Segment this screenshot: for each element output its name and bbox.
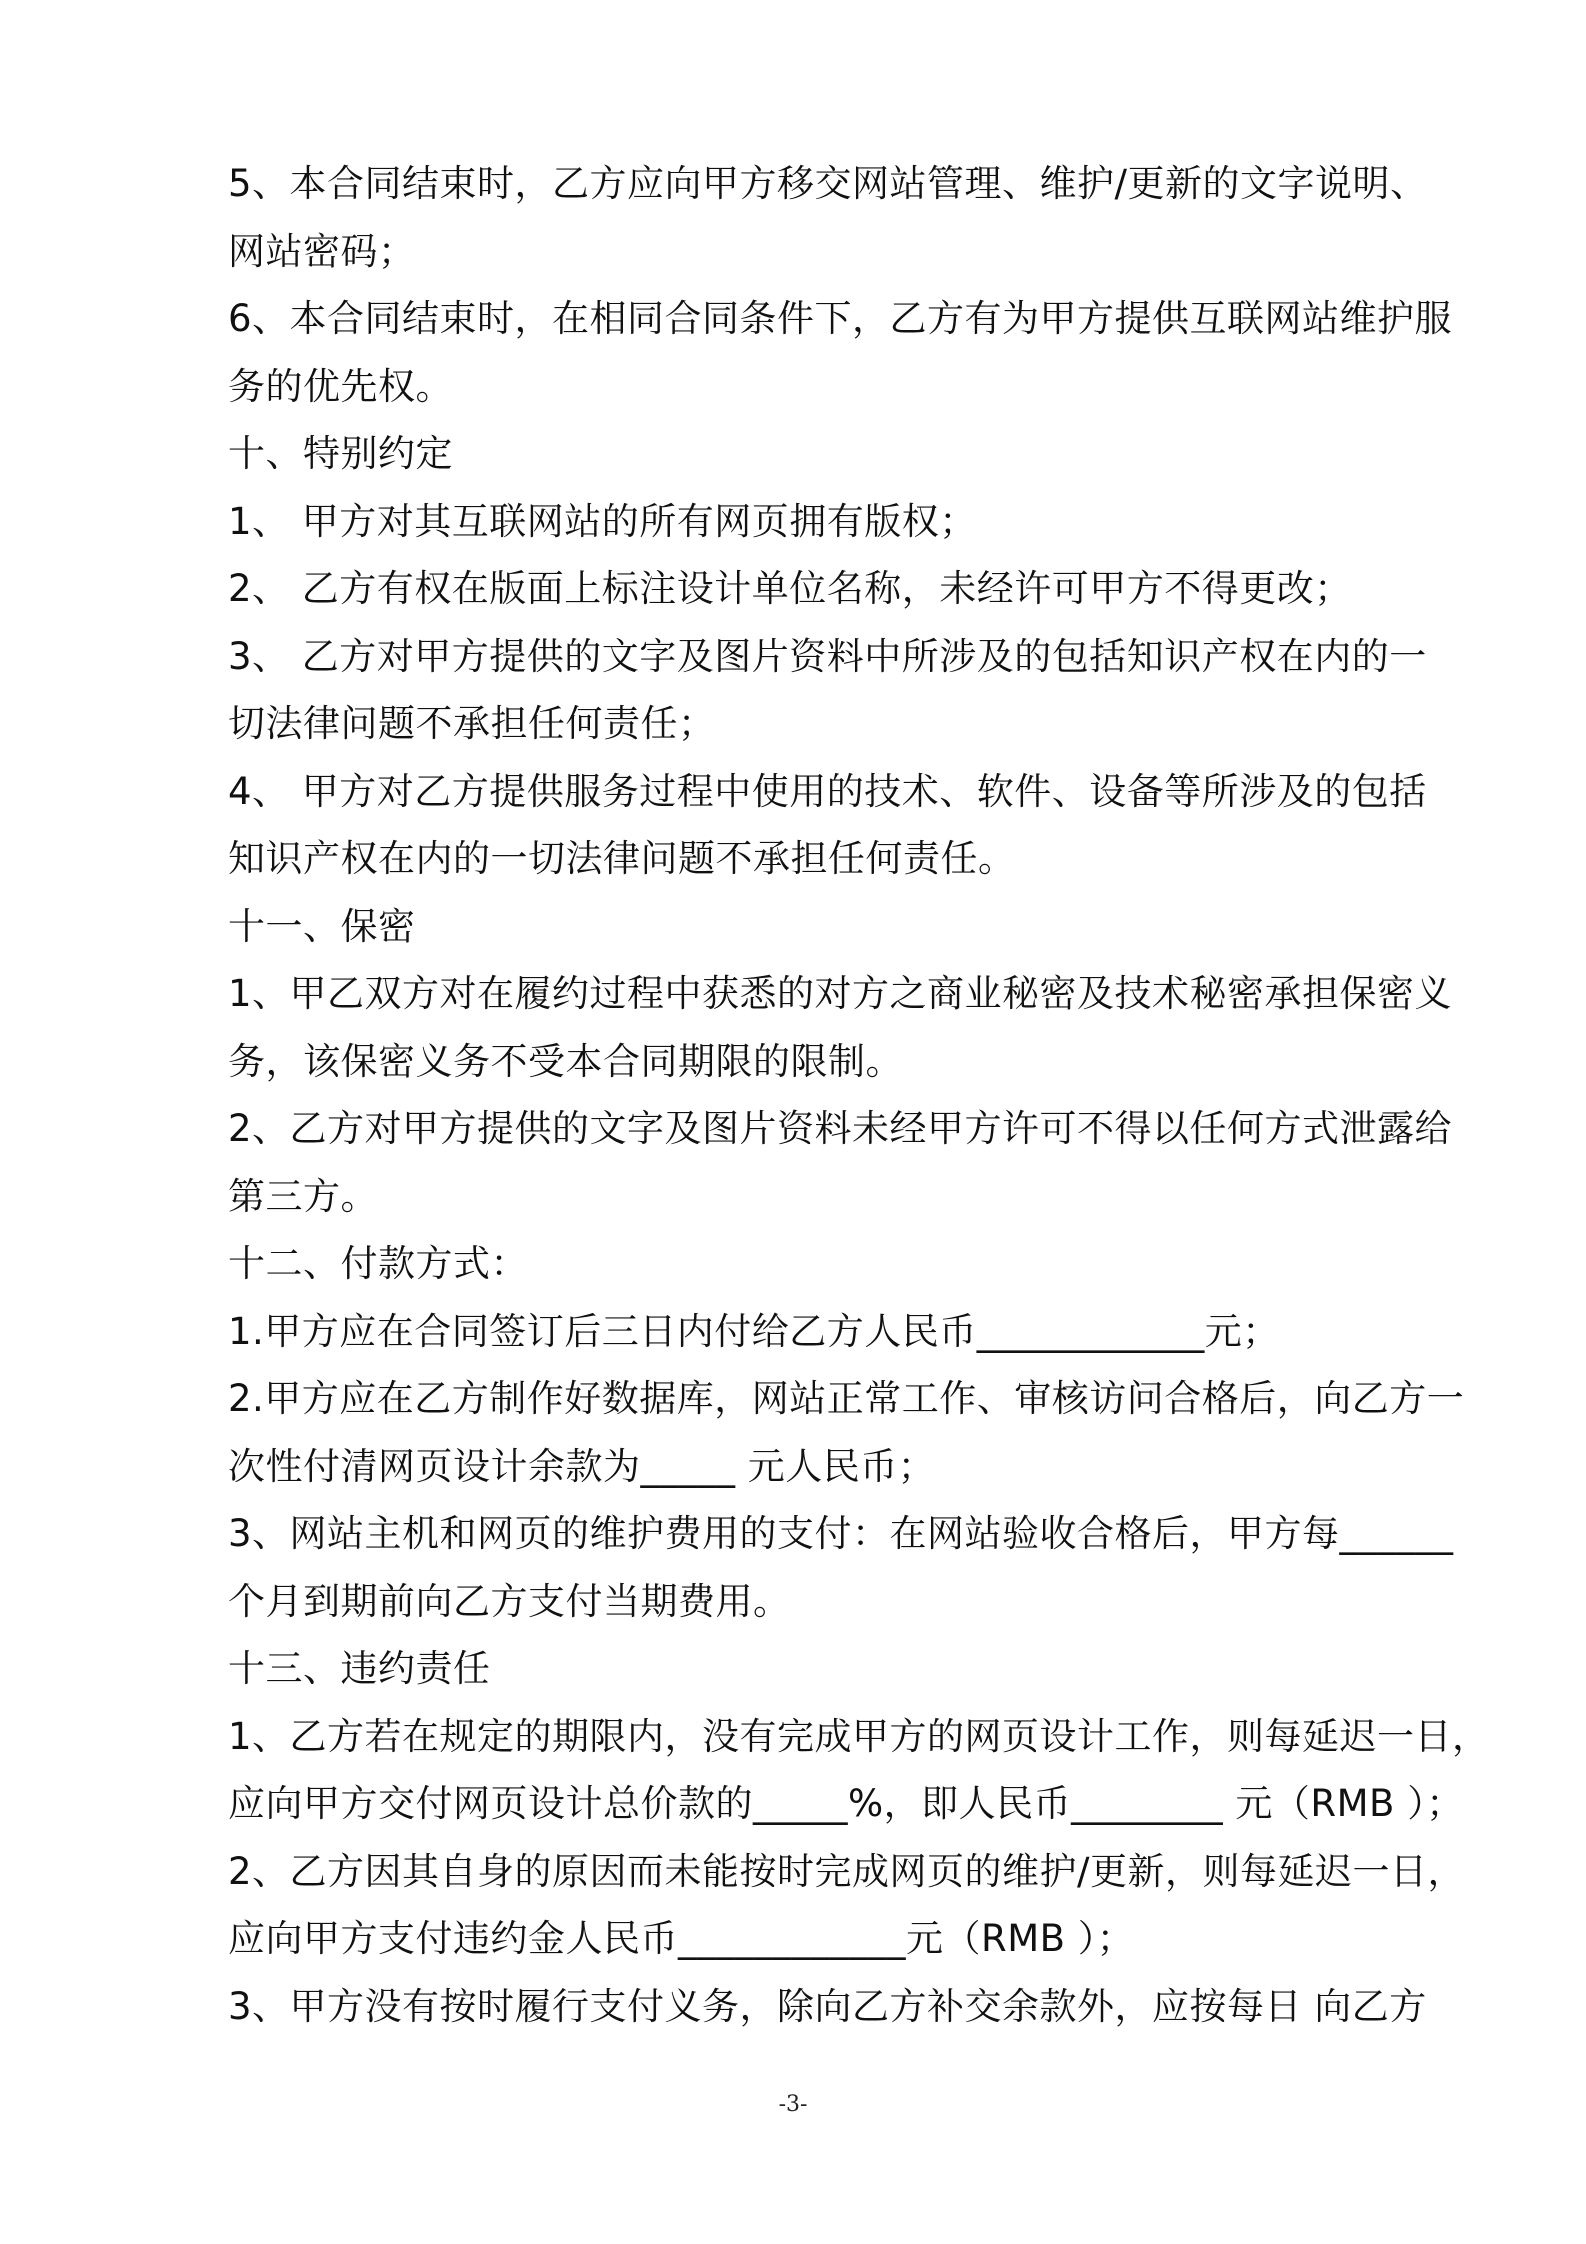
- text-line: 务的优先权。: [228, 364, 453, 408]
- text-line: 次性付清网页设计余款为_____ 元人民币；: [228, 1444, 936, 1488]
- text-line: 6、本合同结束时，在相同合同条件下，乙方有为甲方提供互联网站维护服: [228, 297, 1453, 340]
- text-line: 1、乙方若在规定的期限内，没有完成甲方的网页设计工作，则每延迟一日，: [228, 1714, 1490, 1758]
- text-line: 应向甲方支付违约金人民币____________元（RMB ）；: [228, 1917, 1135, 1960]
- text-line: 知识产权在内的一切法律问题不承担任何责任。: [228, 837, 1016, 880]
- text-line: 3、网站主机和网页的维护费用的支付：在网站验收合格后，甲方每______: [228, 1512, 1454, 1555]
- text-line: 3、 乙方对甲方提供的文字及图片资料中所涉及的包括知识产权在内的一: [228, 634, 1427, 678]
- text-line: 5、本合同结束时，乙方应向甲方移交网站管理、维护/更新的文字说明、: [228, 162, 1428, 205]
- text-line: 1、甲乙双方对在履约过程中获悉的对方之商业秘密及技术秘密承担保密义: [228, 972, 1453, 1015]
- text-line: 务，该保密义务不受本合同期限的限制。: [228, 1039, 903, 1083]
- section-heading: 十一、保密: [228, 904, 416, 948]
- document-body: [228, 150, 1490, 2040]
- page-number: -3-: [778, 2092, 808, 2117]
- text-line: 切法律问题不承担任何责任；: [228, 702, 716, 745]
- section-heading: 十二、付款方式：: [228, 1242, 528, 1285]
- text-line: 2、 乙方有权在版面上标注设计单位名称，未经许可甲方不得更改；: [228, 567, 1352, 610]
- text-line: 1.甲方应在合同签订后三日内付给乙方人民币____________元；: [228, 1309, 1280, 1353]
- text-line: 网站密码；: [228, 229, 416, 273]
- text-line: 2、乙方因其自身的原因而未能按时完成网页的维护/更新，则每延迟一日，: [228, 1849, 1466, 1893]
- text-line: 2.甲方应在乙方制作好数据库，网站正常工作、审核访问合格后，向乙方一: [228, 1377, 1465, 1420]
- text-line: 第三方。: [228, 1174, 378, 1218]
- section-heading: 十三、违约责任: [228, 1647, 491, 1690]
- text-line: 4、 甲方对乙方提供服务过程中使用的技术、软件、设备等所涉及的包括: [228, 769, 1427, 813]
- text-line: 2、乙方对甲方提供的文字及图片资料未经甲方许可不得以任何方式泄露给: [228, 1107, 1453, 1150]
- text-line: 个月到期前向乙方支付当期费用。: [228, 1579, 791, 1623]
- text-line: 1、 甲方对其互联网站的所有网页拥有版权；: [228, 499, 977, 543]
- text-line: 应向甲方交付网页设计总价款的_____%，即人民币________ 元（RMB ）；: [228, 1782, 1464, 1825]
- text-line: 3、甲方没有按时履行支付义务，除向乙方补交余款外，应按每日 向乙方: [228, 1984, 1427, 2028]
- section-heading: 十、特别约定: [228, 432, 453, 475]
